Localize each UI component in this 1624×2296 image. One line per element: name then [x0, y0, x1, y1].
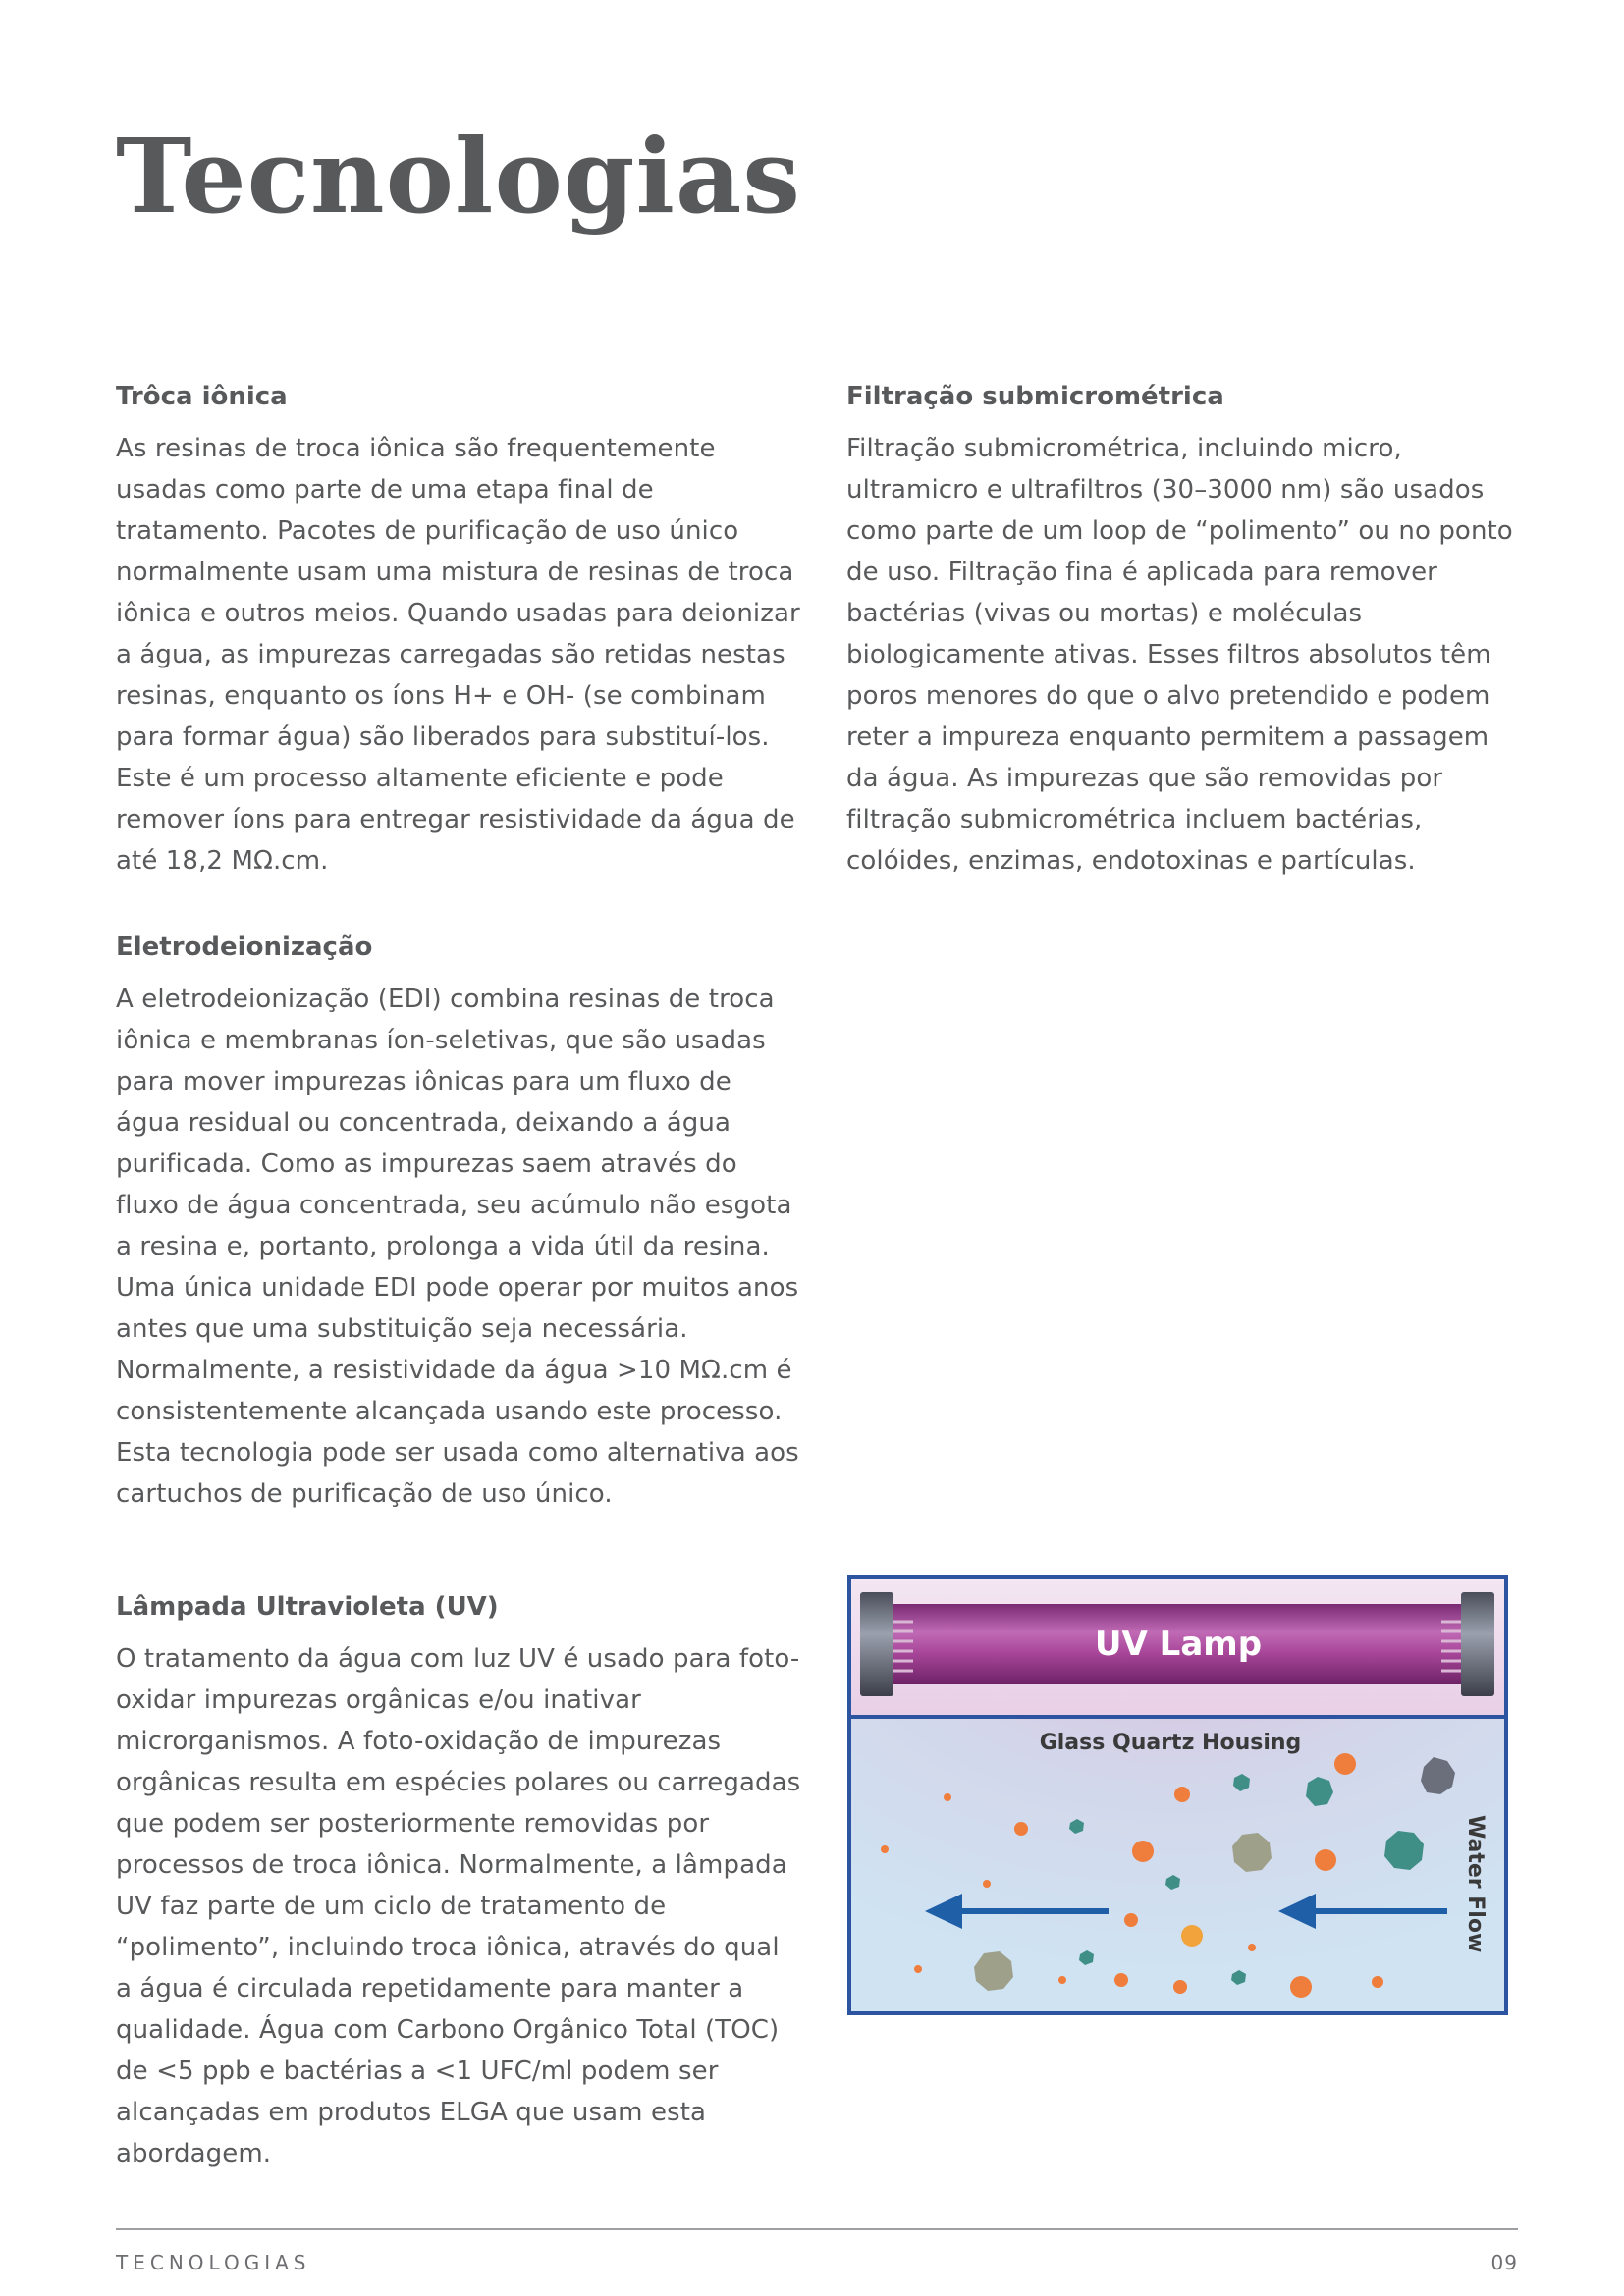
uv-lamp-diagram-svg [846, 1575, 1509, 2016]
section-ion-exchange [116, 377, 803, 881]
section-body: Filtração submicrométrica, incluindo micro, ultramicro e ultrafiltros (30–3000 nm) são usados como parte de um loop de “polimento” ou no ponto de uso. Filtração fina é aplicada para remover bactérias (vivas ou mortas) e moléculas biologicamente ativas. Esses filtros absolutos têm poros menores do que o alvo pretendido e podem reter a impureza enquanto permitem a passagem da água. As impurezas que são removidas por filtração submicrométrica incluem bactérias, colóides, enzimas, endotoxinas e partículas. [846, 434, 1513, 876]
section-uv-lamp [116, 1587, 803, 2174]
section-submicron-filtration [846, 377, 1514, 881]
lamp-label: UV Lamp [1094, 1625, 1263, 1664]
section-electrodeionization [116, 928, 803, 1515]
housing-label: Glass Quartz Housing [1039, 1731, 1302, 1755]
section-body: O tratamento da água com luz UV é usado para foto-oxidar impurezas orgânicas e/ou inativar microrganismos. A foto-oxidação de impurezas orgânicas resulta em espécies polares ou carregadas que podem ser posteriormente removidas por processos de troca iônica. Normalmente, a lâmpada UV faz parte de um ciclo de tratamento de “polimento”, incluindo troca iônica, através do qual a água é circulada repetidamente para manter a qualidade. Água com Carbono Orgânico Total (TOC) de <5 ppb e bactérias a <1 UFC/ml podem ser alcançadas em produtos ELGA que usam esta abordagem. [116, 1644, 801, 2168]
footer-section-label: TECNOLOGIAS [116, 2251, 311, 2274]
flow-label: Water Flow [1463, 1815, 1488, 1953]
page-title: Tecnologias [116, 116, 801, 237]
section-body: As resinas de troca iônica são frequentemente usadas como parte de uma etapa final de tratamento. Pacotes de purificação de uso único normalmente usam uma mistura de resinas de troca iônica e outros meios. Quando usadas para deionizar a água, as impurezas carregadas são retidas nestas resinas, enquanto os íons H+ e OH- (se combinam para formar água) são liberados para substituí-los. Este é um processo altamente eficiente e pode remover íons para entregar resistividade da água de até 18,2 MΩ.cm. [116, 434, 800, 876]
uv-lamp-diagram [846, 1575, 1509, 2016]
section-heading: Lâmpada Ultravioleta (UV) [116, 1592, 499, 1622]
footer-page-number: 09 [1490, 2251, 1518, 2274]
footer-divider [116, 2228, 1518, 2230]
section-heading: Eletrodeionização [116, 933, 373, 962]
section-body: A eletrodeionização (EDI) combina resinas de troca iônica e membranas íon-seletivas, que são usadas para mover impurezas iônicas para um fluxo de água residual ou concentrada, deixando a água purificada. Como as impurezas saem através do fluxo de água concentrada, seu acúmulo não esgota a resina e, portanto, prolonga a vida útil da resina. Uma única unidade EDI pode operar por muitos anos antes que uma substituição seja necessária. Normalmente, a resistividade da água >10 MΩ.cm é consistentemente alcançada usando este processo. Esta tecnologia pode ser usada como alternativa aos cartuchos de purificação de uso único. [116, 985, 799, 1509]
section-heading: Trôca iônica [116, 382, 288, 411]
section-heading: Filtração submicrométrica [846, 382, 1224, 411]
